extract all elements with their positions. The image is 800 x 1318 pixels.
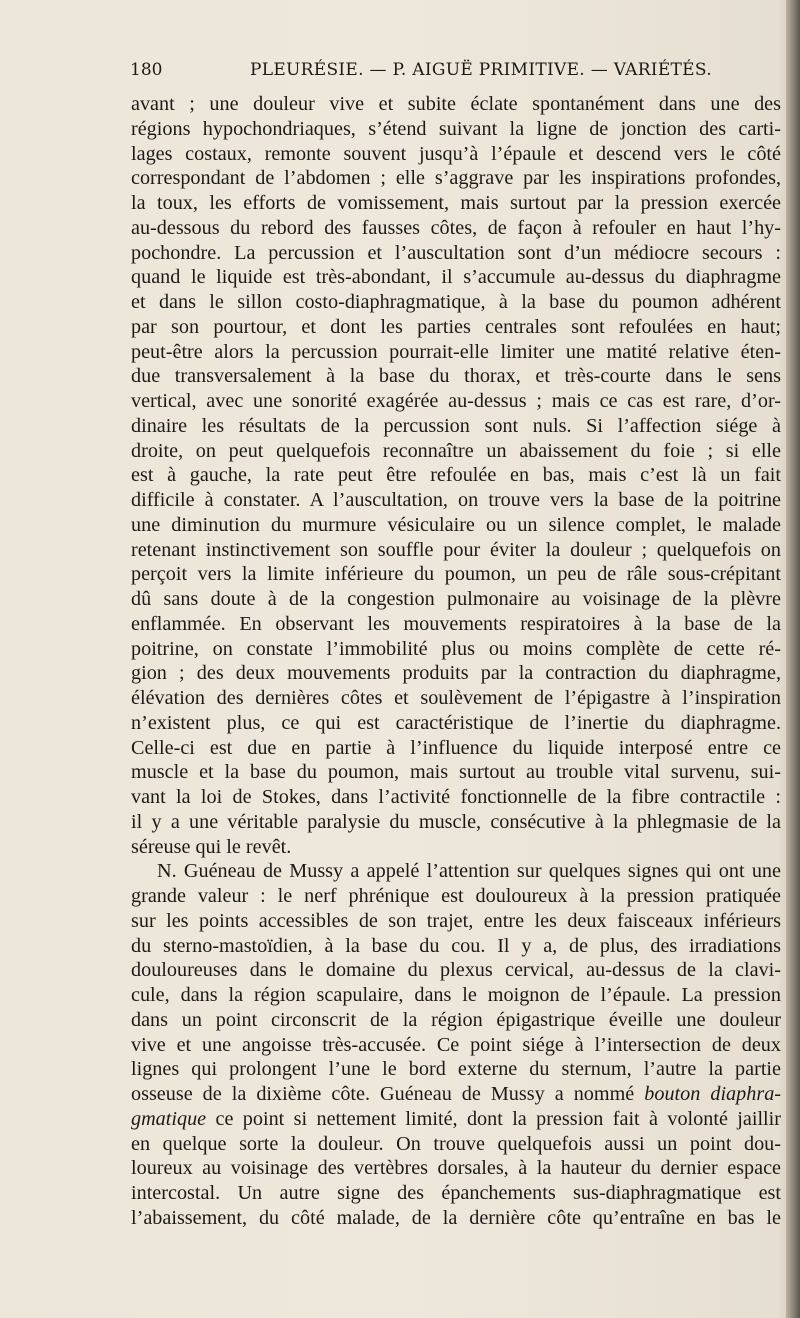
text-line: muscle et la base du poumon, mais surtout au trouble vital survenu, sui- — [131, 761, 781, 784]
text-line: lages costaux, remonte souvent jusqu’à l’épaule et descend vers le côté — [131, 142, 781, 165]
text-line: est à gauche, la rate peut être refoulée en bas, mais c’est là un fait — [131, 464, 781, 487]
text-line: élévation des dernières côtes et soulèvement de l’épigastre à l’inspiration — [131, 687, 781, 709]
book-spine-shadow — [786, 0, 800, 1318]
text-line: séreuse qui le revêt. — [131, 835, 292, 858]
text-line: avant ; une douleur vive et subite éclate spontanément dans une des — [131, 93, 781, 115]
text-line: gion ; des deux mouvements produits par la contraction du diaphragme, — [131, 662, 781, 685]
text-line: cule, dans la région scapulaire, dans le moignon de l’épaule. La pression — [131, 984, 781, 1006]
running-header — [130, 60, 770, 84]
text-line: vertical, avec une sonorité exagérée au-dessus ; mais ce cas est rare, d’or- — [131, 390, 781, 412]
text-line: dans un point circonscrit de la région épigastrique éveille une douleur — [131, 1008, 781, 1031]
text-line: grande valeur : le nerf phrénique est douloureux à la pression pratiquée — [131, 885, 781, 907]
text-line: dû sans doute à de la congestion pulmonaire au voisinage de la plèvre — [131, 588, 781, 610]
text-line: sur les points accessibles de son trajet, entre les deux faisceaux inférieurs — [131, 909, 781, 932]
text-line: droite, on peut quelquefois reconnaître un abaissement du foie ; si elle — [131, 439, 781, 462]
text-line: dinaire les résultats de la percussion sont nuls. Si l’affection siége à — [131, 414, 781, 437]
text-line: correspondant de l’abdomen ; elle s’aggrave par les inspirations profondes, — [131, 167, 781, 190]
text-line: du sterno-mastoïdien, à la base du cou. Il y a, de plus, des irradiations — [131, 934, 781, 957]
page-number: 180 — [130, 60, 163, 80]
text-line: N. Guéneau de Mussy a appelé l’attention sur quelques signes qui ont une — [157, 860, 781, 883]
text-line: gmatique ce point si nettement limité, dont la pression fait à volonté jaillir — [131, 1107, 781, 1130]
text-line: retenant instinctivement son souffle pour éviter la douleur ; quelquefois on — [131, 538, 781, 561]
text-line: il y a une véritable paralysie du muscle, consécutive à la phlegmasie de la — [131, 810, 781, 833]
text-line: quand le liquide est très-abondant, il s’accumule au-dessus du diaphragme — [131, 266, 781, 289]
text-line: Celle-ci est due en partie à l’influence du liquide interposé entre ce — [131, 736, 781, 759]
text-line: vive et une angoisse très-accusée. Ce point siége à l’intersection de deux — [131, 1033, 781, 1056]
text-line: une diminution du murmure vésiculaire ou un silence complet, le malade — [131, 513, 781, 536]
text-line: difficile à constater. A l’auscultation, on trouve vers la base de la poitrine — [131, 489, 781, 511]
running-title: PLEURÉSIE. — P. AIGUË PRIMITIVE. — VARIÉTÉS. — [250, 60, 712, 80]
text-line: loureux au voisinage des vertèbres dorsales, à la hauteur du dernier espace — [131, 1157, 781, 1180]
text-line: la toux, les efforts de vomissement, mais surtout par la pression exercée — [131, 192, 781, 214]
text-line: intercostal. Un autre signe des épanchements sus-diaphragmatique est — [131, 1182, 781, 1204]
text-line: au-dessous du rebord des fausses côtes, de façon à refouler en haut l’hy- — [131, 216, 781, 239]
text-line: poitrine, on constate l’immobilité plus ou moins complète de cette ré- — [131, 637, 781, 660]
text-line: régions hypochondriaques, s’étend suivant la ligne de jonction des carti- — [131, 117, 781, 140]
text-line: n’existent plus, ce qui est caractéristique de l’inertie du diaphragme. — [131, 711, 781, 734]
text-line: peut-être alors la percussion pourrait-elle limiter une matité relative éten- — [131, 340, 781, 363]
text-line: vant la loi de Stokes, dans l’activité fonctionnelle de la fibre contractile : — [131, 786, 781, 808]
text-line: l’abaissement, du côté malade, de la dernière côte qu’entraîne en bas le — [131, 1206, 781, 1229]
text-line: lignes qui prolongent l’une le bord externe du sternum, l’autre la partie — [131, 1058, 781, 1081]
text-line: douloureuses dans le domaine du plexus cervical, au-dessus de la clavi- — [131, 959, 781, 982]
text-line: par son pourtour, et dont les parties centrales sont refoulées en haut; — [131, 315, 781, 338]
text-line: en quelque sorte la douleur. On trouve quelquefois aussi un point dou- — [131, 1132, 781, 1155]
body-text — [131, 92, 781, 1231]
text-line: osseuse de la dixième côte. Guéneau de Mussy a nommé bouton diaphra- — [131, 1083, 782, 1105]
text-line: enflammée. En observant les mouvements respiratoires à la base de la — [131, 612, 781, 635]
text-line: pochondre. La percussion et l’auscultation sont d’un médiocre secours : — [131, 241, 781, 264]
text-line: perçoit vers la limite inférieure du poumon, un peu de râle sous-crépitant — [131, 563, 781, 586]
text-line: due transversalement à la base du thorax, et très-courte dans le sens — [131, 365, 781, 388]
text-line: et dans le sillon costo-diaphragmatique, à la base du poumon adhérent — [131, 291, 781, 313]
